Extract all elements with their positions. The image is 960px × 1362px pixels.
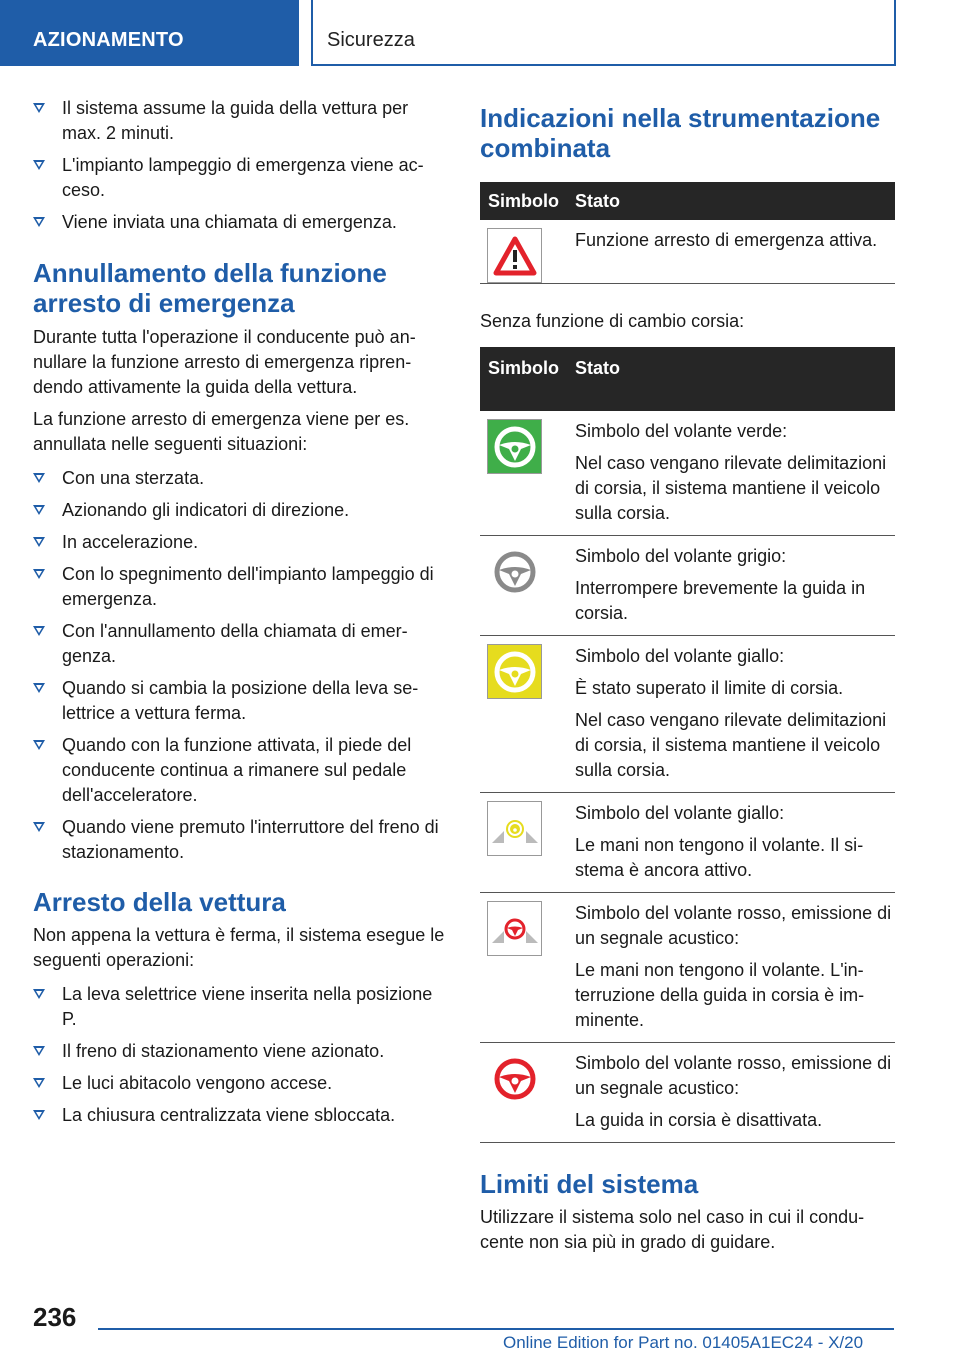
bullet-triangle-icon	[33, 626, 45, 636]
bullet-triangle-icon	[33, 160, 45, 170]
list-item: Le luci abitacolo vengono accese.	[33, 1071, 448, 1096]
list-item: La chiusura centralizzata viene sbloccata.	[33, 1103, 448, 1128]
list-item: Quando con la funzione attivata, il piede del conducente continua a rimanere sul pedale dell'acceleratore.	[33, 733, 448, 808]
steering-wheel-red-small-icon	[487, 901, 542, 956]
table-header	[480, 347, 895, 411]
bullet-triangle-icon	[33, 217, 45, 227]
indicator-table	[480, 182, 895, 284]
table-header-symbol: Simbolo	[488, 358, 559, 378]
table-cell-text: Le mani non tengono il volante. Il sistema è ancora attivo.	[575, 835, 864, 880]
paragraph: Utilizzare il sistema solo nel caso in cui il conducente non sia più in grado di guidare.	[480, 1207, 865, 1252]
table-header	[480, 182, 895, 220]
section-heading-cancel: Annullamento della funzione arresto di emergenza	[33, 258, 387, 318]
table-header-state: Stato	[575, 358, 620, 378]
section-heading-indicators: Indicazioni nella strumentazione combinata	[480, 103, 881, 163]
table-cell-text: È stato superato il limite di corsia.	[575, 678, 844, 698]
edition-text: Online Edition for Part no. 01405A1EC24 - X/20	[503, 1333, 864, 1352]
steering-wheel-grey-icon	[487, 544, 542, 599]
table-cell-text: Simbolo del volante grigio:	[575, 546, 787, 566]
paragraph: Senza funzione di cambio corsia:	[480, 311, 745, 331]
bullet-triangle-icon	[33, 103, 45, 113]
bullet-triangle-icon	[33, 989, 45, 999]
stop-bullet-list	[33, 982, 448, 1128]
list-item: Viene inviata una chiamata di emergenza.	[33, 210, 448, 235]
bullet-triangle-icon	[33, 505, 45, 515]
list-item: La leva selettrice viene inserita nella posizione P.	[33, 982, 448, 1032]
table-cell-text: Nel caso vengano rilevate delimitazioni di corsia, il sistema mantiene il veicolo sulla corsia.	[575, 453, 887, 523]
page-header	[0, 0, 960, 66]
list-item: Con una sterzata.	[33, 466, 448, 491]
steering-wheel-yellow-icon	[487, 644, 542, 699]
list-item: Il freno di stazionamento viene azionato.	[33, 1039, 448, 1064]
table-cell-text: La guida in corsia è disattivata.	[575, 1110, 823, 1130]
paragraph: Non appena la vettura è ferma, il sistema esegue le seguenti operazioni:	[33, 925, 445, 970]
lane-table	[480, 347, 895, 1143]
list-item: Quando si cambia la posizione della leva selettrice a vettura ferma.	[33, 676, 448, 726]
section-heading-stop: Arresto della vettura	[33, 887, 286, 917]
steering-wheel-red-icon	[487, 1051, 542, 1106]
table-cell-text: Simbolo del volante giallo:	[575, 803, 785, 823]
page-footer	[0, 1290, 960, 1362]
steering-wheel-green-icon	[487, 419, 542, 474]
list-item: Con lo spegnimento dell'impianto lampeggio di emergenza.	[33, 562, 448, 612]
chapter-tab: Sicurezza	[311, 0, 896, 66]
list-item: Il sistema assume la guida della vettura per max. 2 minuti.	[33, 96, 448, 146]
bullet-triangle-icon	[33, 1046, 45, 1056]
table-cell-text: Nel caso vengano rilevate delimitazioni di corsia, il sistema mantiene il veicolo sulla corsia.	[575, 710, 887, 780]
section-tab: AZIONAMENTO	[0, 0, 299, 66]
table-cell-text: Simbolo del volante giallo:	[575, 646, 785, 666]
table-row	[480, 1043, 895, 1143]
list-item: L'impianto lampeggio di emergenza viene acceso.	[33, 153, 448, 203]
bullet-triangle-icon	[33, 1078, 45, 1088]
bullet-triangle-icon	[33, 1110, 45, 1120]
table-header-state: Stato	[575, 190, 620, 211]
left-column	[33, 96, 448, 1135]
page-number: 236	[33, 1302, 77, 1332]
paragraph: La funzione arresto di emergenza viene per es. annullata nelle seguenti situazioni:	[33, 409, 410, 454]
list-item: Azionando gli indicatori di direzione.	[33, 498, 448, 523]
list-item: Con l'annullamento della chiamata di emergenza.	[33, 619, 448, 669]
steering-wheel-yellow-small-icon	[487, 801, 542, 856]
intro-bullet-list	[33, 96, 448, 235]
bullet-triangle-icon	[33, 473, 45, 483]
table-cell-text: Simbolo del volante rosso, emissione di un segnale acustico:	[575, 1053, 892, 1098]
bullet-triangle-icon	[33, 822, 45, 832]
table-cell-text: Simbolo del volante rosso, emissione di un segnale acustico:	[575, 903, 892, 948]
list-item: In accelerazione.	[33, 530, 448, 555]
table-row	[480, 220, 895, 284]
bullet-triangle-icon	[33, 740, 45, 750]
section-heading-limits: Limiti del sistema	[480, 1169, 699, 1199]
table-cell-text: Simbolo del volante verde:	[575, 421, 788, 441]
footer-divider	[98, 1328, 894, 1330]
table-row	[480, 536, 895, 636]
table-row	[480, 893, 895, 1043]
bullet-triangle-icon	[33, 537, 45, 547]
table-cell-text: Funzione arresto di emergenza attiva.	[575, 230, 878, 250]
paragraph: Durante tutta l'operazione il conducente può annullare la funzione arresto di emergenza riprendendo attivamente la guida della vettura.	[33, 327, 416, 397]
table-row	[480, 636, 895, 793]
cancel-bullet-list	[33, 466, 448, 865]
table-cell-text: Le mani non tengono il volante. L'interruzione della guida in corsia è imminente.	[575, 960, 865, 1030]
list-item: Quando viene premuto l'interruttore del freno di stazionamento.	[33, 815, 448, 865]
bullet-triangle-icon	[33, 569, 45, 579]
table-header-symbol: Simbolo	[488, 190, 559, 211]
table-row	[480, 793, 895, 893]
warning-triangle-icon	[487, 228, 542, 283]
table-cell-text: Interrompere brevemente la guida in corsia.	[575, 578, 866, 623]
table-row	[480, 411, 895, 536]
right-column	[480, 103, 895, 1255]
bullet-triangle-icon	[33, 683, 45, 693]
